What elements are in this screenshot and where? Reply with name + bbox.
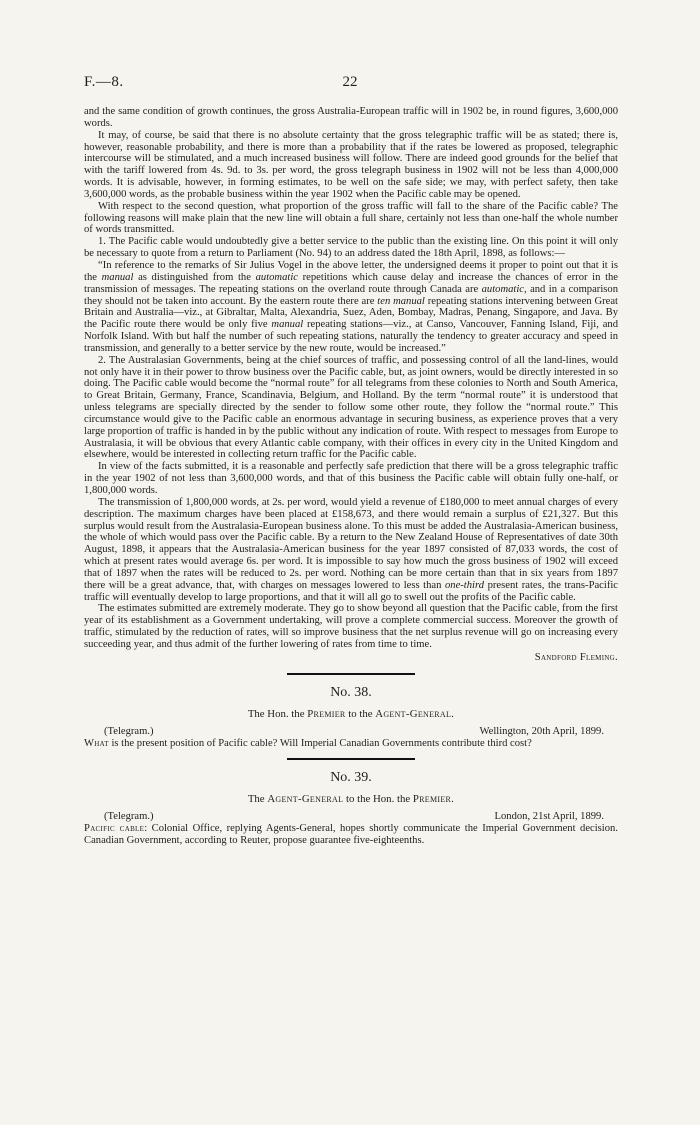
paragraph-continuation: and the same condition of growth continues, the gross Australia-European traffic will in 1902 be, in round figures, 3,600,000 words. bbox=[84, 106, 618, 129]
telegram-line bbox=[84, 726, 618, 738]
paragraph-point-two: 2. The Australasian Governments, being at the chief sources of traffic, and possessing control of all the land-lines, would not only have it in their power to throw business over the Pacific cable, but, as joint owners, would be directly interested in so doing. The Pacific cable would become the “normal route” for all telegrams from these colonies to North and South America, to Great Britain, Germany, France, Scandinavia, Belgium, and Holland. By the term “normal route” it is understood that unless telegrams are specially directed by the sender to follow some other route, they follow the “normal route.” This circumstance would give to the Pacific cable an enormous advantage in securing business, as experience proves that a very large proportion of traffic is handed in by the public without any indication of route. With respect to messages from Europe to Australasia, it will be obvious that every Atlantic cable company, with their offices in every city in the United Kingdom and elsewhere, would be interested in collecting return traffic for the Pacific cable. bbox=[84, 354, 618, 461]
page-body bbox=[84, 106, 618, 847]
signature: Sandford Fleming. bbox=[534, 651, 618, 663]
paragraph-point-one: 1. The Pacific cable would undoubtedly give a better service to the public than the existing line. On this point it will only be necessary to quote from a return to Parliament (No. 94) to an address dated the 18th April, 1898, as follows:— bbox=[84, 236, 618, 260]
paragraph-prediction: In view of the facts submitted, it is a reasonable and perfectly safe prediction that there will be a gross telegraphic traffic in the year 1902 of not less than 3,600,000 words, and that of this business the Pacific cable will obtain fully one-half, or 1,800,000 words. bbox=[84, 461, 618, 496]
paragraph-second-question: With respect to the second question, what proportion of the gross traffic will fall to the share of the Pacific cable? The following reasons will make plain that the new line will obtain a full share, certainly not less than one-half the whole number of words transmitted. bbox=[84, 200, 618, 236]
telegram-label: (Telegram.) bbox=[104, 811, 154, 823]
paragraph-transmission: The transmission of 1,800,000 words, at 2s. per word, would yield a revenue of £180,000 to meet annual charges of every description. The maximum charges have been placed at £158,673, and there would remain a surplus of £21,327. But this surplus would result from the Australasia-European business alone. To this must be added the Australasia-American business, the whole of which would pass over the Pacific cable. By a return to the New Zealand House of Representatives of date 30th August, 1898, it appears that the Australasia-American business for the year 1897 consisted of 87,033 words, the cost of which at present rates would average 6s. per word. It is impossible to say how much the gross business of 1902 will exceed that of 1897 when the rates will be reduced to 2s. per word. Nothing can be more certain than that in six years from 1897 there will be a great advance, that, with charges on messages lowered to less than one-third present rates, the trans-Pacific traffic will eventually develop to large proportions, and that it will all go to swell out the profits of the Pacific cable. bbox=[84, 496, 618, 603]
page-number: 22 bbox=[342, 74, 358, 90]
document-heading: The Agent-General to the Hon. the Premier. bbox=[247, 793, 455, 806]
telegram-line bbox=[84, 811, 618, 823]
section-divider bbox=[287, 758, 415, 760]
document-number: No. 39. bbox=[330, 770, 372, 786]
telegram-place-date: Wellington, 20th April, 1899. bbox=[479, 725, 604, 737]
telegram-label: (Telegram.) bbox=[104, 725, 154, 737]
paragraph-closing: The estimates submitted are extremely moderate. They go to show beyond all question that the Pacific cable, from the first year of its establishment as a Government undertaking, will prove a complete commercial success. Moreover the growth of traffic, stimulated by the reduction of rates, will so improve business that the net surplus revenue will go on increasing every succeeding year, and thus admit of the further lowering of rates from time to time. bbox=[84, 603, 618, 650]
document-number: No. 38. bbox=[330, 684, 372, 700]
quoted-return: “In reference to the remarks of Sir Julius Vogel in the above letter, the undersigned deems it proper to point out that it is the manual as distinguished from the automatic repetitions which cause delay and increase the chances of error in the transmission of messages. The repeating stations on the overland route through Canada are automatic, and in a comparison they should not be taken into account. By the eastern route there are ten manual repeating stations intervening between Great Britain and Australia—viz., at Gibraltar, Malta, Alexandria, Suez, Aden, Bombay, Madras, Penang, Singapore, and Java. By the Pacific route there would be only five manual repeating stations—viz., at Canso, Vancouver, Fanning Island, Fiji, and Norfolk Island. With but half the number of such repeating stations, naturally the tendency to greater accuracy and speed in transmission, and generally to a better service by the new route, would be increased.” bbox=[84, 259, 619, 354]
section-divider bbox=[287, 673, 415, 675]
telegram-text: Pacific cable: Colonial Office, replying Agents-General, hopes shortly communicate the Imperial Government decision. Canadian Government, according to Reuter, propose guarantee five-eighteenths. bbox=[84, 823, 618, 847]
telegram-text: What is the present position of Pacific cable? Will Imperial Canadian Governments contribute third cost? bbox=[84, 737, 532, 749]
paragraph-certainty: It may, of course, be said that there is no absolute certainty that the gross telegraphic traffic will be as stated; there is, however, reasonable probability, and there is more than a probability that if the rates be lowered as proposed, telegraphic intercourse will be stimulated, and a much increased business will follow. There are indeed good grounds for the belief that with the tariff lowered from 4s. 9d. to 3s. per word, the gross telegraph business in 1902 will not be less than 4,000,000 words. It is advisable, however, in forming estimates, to be well on the safe side; we may, with perfect safety, then take 3,600,000 words, as the probable business within the year 1902 when the Pacific cable may be opened. bbox=[84, 129, 618, 200]
page-reference: F.—8. bbox=[84, 74, 124, 90]
document-heading: The Hon. the Premier to the Agent-General. bbox=[247, 707, 455, 720]
telegram-place-date: London, 21st April, 1899. bbox=[494, 811, 604, 823]
